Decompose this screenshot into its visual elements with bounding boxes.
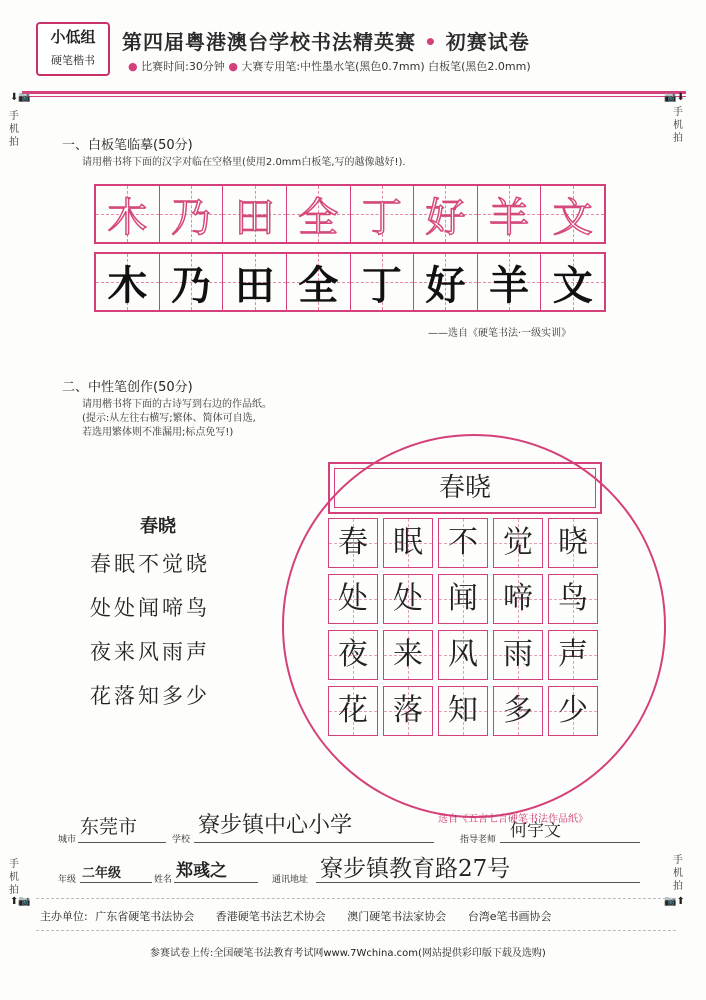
work-title-box[interactable] <box>328 462 602 514</box>
title-main: 第四届粤港澳台学校书法精英赛 <box>122 30 416 54</box>
written-character: 声 <box>558 637 588 672</box>
tracing-cell[interactable] <box>478 186 542 242</box>
tracing-cell[interactable] <box>414 186 478 242</box>
model-character: 乃 <box>170 262 211 309</box>
grid-cell[interactable] <box>383 518 433 568</box>
written-character: 雨 <box>503 637 533 672</box>
model-cell <box>414 254 478 310</box>
organizer-1: 广东省硬笔书法协会 <box>95 910 195 923</box>
group-badge <box>36 22 110 76</box>
written-character: 鸟 <box>558 581 588 616</box>
written-character: 少 <box>558 693 588 728</box>
address-underline <box>316 882 640 883</box>
written-character: 风 <box>448 637 478 672</box>
traced-character: 羊 <box>489 194 530 241</box>
badge-group-label: 小低组 <box>50 28 96 46</box>
header-divider-thin <box>22 96 686 97</box>
organizer-3: 澳门硬笔书法家协会 <box>347 910 447 923</box>
section2-instruction-1: 请用楷书将下面的古诗写到右边的作品纸。 <box>82 399 272 410</box>
written-character: 不 <box>448 525 478 560</box>
camera-icon: ⬆📷 <box>10 896 31 907</box>
written-character: 闻 <box>448 581 478 616</box>
camera-icon: ⬇📷 <box>10 92 31 103</box>
grid-cell[interactable] <box>493 686 543 736</box>
section1-instruction: 请用楷书将下面的汉字对临在空格里(使用2.0mm白板笔,写的越像越好!). <box>82 157 406 168</box>
tracing-cell[interactable] <box>541 186 604 242</box>
address-field[interactable]: 寮步镇教育路27号 <box>320 856 511 882</box>
written-character: 啼 <box>503 581 533 616</box>
grid-cell[interactable] <box>493 574 543 624</box>
section2-instruction-2: (提示:从左往右横写;繁体、简体可自选, <box>82 413 256 424</box>
camera-icon: 📷⬇ <box>664 92 685 103</box>
teacher-label: 指导老师 <box>460 835 497 845</box>
model-cell <box>478 254 542 310</box>
model-cell <box>223 254 287 310</box>
name-field[interactable]: 郑彧之 <box>176 861 227 881</box>
section1-source: ——选自《硬笔书法·一级实训》 <box>428 328 572 339</box>
traced-character: 乃 <box>170 194 211 241</box>
exam-info <box>128 58 531 74</box>
model-cell <box>541 254 604 310</box>
time-info: 比赛时间:30分钟 <box>141 60 225 73</box>
city-field[interactable]: 东莞市 <box>80 816 138 838</box>
written-character: 觉 <box>503 525 533 560</box>
city-underline <box>78 842 166 843</box>
grid-cell[interactable] <box>438 630 488 680</box>
model-character: 丁 <box>361 262 402 309</box>
model-cell <box>96 254 160 310</box>
name-label: 姓名 <box>154 875 173 885</box>
grid-cell[interactable] <box>493 630 543 680</box>
organizer-4: 台湾e笔书画协会 <box>467 910 552 923</box>
written-character: 花 <box>338 693 368 728</box>
footer-divider <box>36 898 676 899</box>
phone-shot-label: 手机拍 <box>9 859 19 896</box>
organizers <box>40 908 570 924</box>
traced-character: 田 <box>234 194 275 241</box>
bullet-icon: ● <box>228 60 238 73</box>
model-cell <box>160 254 224 310</box>
tracing-row[interactable] <box>94 184 606 244</box>
header-divider <box>22 91 686 94</box>
work-title: 春晓 <box>334 468 596 508</box>
grid-cell[interactable] <box>548 574 598 624</box>
address-label: 通讯地址 <box>272 875 309 885</box>
section2-instruction-3: 若选用繁体则不准漏用;标点免写!) <box>82 427 234 438</box>
poem-title: 春晓 <box>140 516 176 537</box>
section2-heading: 二、中性笔创作(50分) <box>62 380 193 395</box>
written-character: 落 <box>393 693 423 728</box>
grid-cell[interactable] <box>438 574 488 624</box>
grid-cell[interactable] <box>328 630 378 680</box>
school-label: 学校 <box>172 835 191 845</box>
written-character: 晓 <box>558 525 588 560</box>
grid-cell[interactable] <box>328 686 378 736</box>
tracing-cell[interactable] <box>96 186 160 242</box>
grid-cell[interactable] <box>328 518 378 568</box>
traced-character: 文 <box>552 194 593 241</box>
written-character: 夜 <box>338 637 368 672</box>
grid-cell[interactable] <box>383 630 433 680</box>
model-character: 好 <box>425 262 466 309</box>
model-character: 文 <box>552 262 593 309</box>
teacher-field[interactable]: 何宇文 <box>510 821 561 841</box>
model-character: 羊 <box>489 262 530 309</box>
page-title <box>122 26 530 55</box>
grid-cell[interactable] <box>328 574 378 624</box>
school-field[interactable]: 寮步镇中心小学 <box>198 813 353 838</box>
grade-label: 年级 <box>58 875 77 885</box>
grade-underline <box>80 882 152 883</box>
grid-cell[interactable] <box>438 518 488 568</box>
grid-cell[interactable] <box>548 686 598 736</box>
section2-source: 选自《五言七言硬笔书法作品纸》 <box>438 814 588 825</box>
traced-character: 好 <box>425 194 466 241</box>
upload-notice: 参赛试卷上传:全国硬笔书法教育考试网www.7Wchina.com(网站提供彩印版下载及选购) <box>150 948 546 959</box>
phone-shot-label: 手机拍 <box>673 855 683 892</box>
organizer-2: 香港硬笔书法艺术协会 <box>215 910 326 923</box>
city-label: 城市 <box>58 835 77 845</box>
grade-field[interactable]: 二年级 <box>82 866 122 881</box>
tracing-cell[interactable] <box>351 186 415 242</box>
phone-shot-label: 手机拍 <box>673 107 683 144</box>
title-separator: • <box>423 30 438 54</box>
written-character: 多 <box>503 693 533 728</box>
written-character: 知 <box>448 693 478 728</box>
grid-cell[interactable] <box>383 686 433 736</box>
phone-shot-label: 手机拍 <box>9 111 19 148</box>
section1-heading: 一、白板笔临摹(50分) <box>62 138 193 153</box>
footer-divider <box>36 930 676 931</box>
model-character: 木 <box>107 262 148 309</box>
poem-line: 花落知多少 <box>90 684 210 708</box>
model-character: 全 <box>298 262 339 309</box>
poem-line: 处处闻啼鸟 <box>90 596 210 620</box>
grid-cell[interactable] <box>493 518 543 568</box>
written-character: 来 <box>393 637 423 672</box>
model-row <box>94 252 606 312</box>
written-character: 春 <box>338 525 368 560</box>
model-character: 田 <box>234 262 275 309</box>
traced-character: 全 <box>298 194 339 241</box>
poem-line: 春眠不觉晓 <box>90 552 210 576</box>
camera-icon: 📷⬆ <box>664 896 685 907</box>
grid-cell[interactable] <box>383 574 433 624</box>
tracing-cell[interactable] <box>223 186 287 242</box>
bullet-icon: ● <box>128 60 138 73</box>
poem-line: 夜来风雨声 <box>90 640 210 664</box>
model-cell <box>351 254 415 310</box>
pen-info: 大赛专用笔:中性墨水笔(黑色0.7mm) 白板笔(黑色2.0mm) <box>241 60 531 73</box>
badge-style-label: 硬笔楷书 <box>51 54 95 67</box>
written-character: 眠 <box>393 525 423 560</box>
grid-cell[interactable] <box>548 630 598 680</box>
traced-character: 丁 <box>361 194 402 241</box>
name-underline <box>174 882 258 883</box>
written-character: 处 <box>338 581 368 616</box>
organizers-label: 主办单位: <box>40 910 88 923</box>
grid-cell[interactable] <box>438 686 488 736</box>
school-underline <box>194 842 434 843</box>
grid-cell[interactable] <box>548 518 598 568</box>
traced-character: 木 <box>107 194 148 241</box>
teacher-underline <box>500 842 640 843</box>
title-sub: 初赛试卷 <box>445 30 530 54</box>
model-cell <box>287 254 351 310</box>
tracing-cell[interactable] <box>287 186 351 242</box>
tracing-cell[interactable] <box>160 186 224 242</box>
written-character: 处 <box>393 581 423 616</box>
